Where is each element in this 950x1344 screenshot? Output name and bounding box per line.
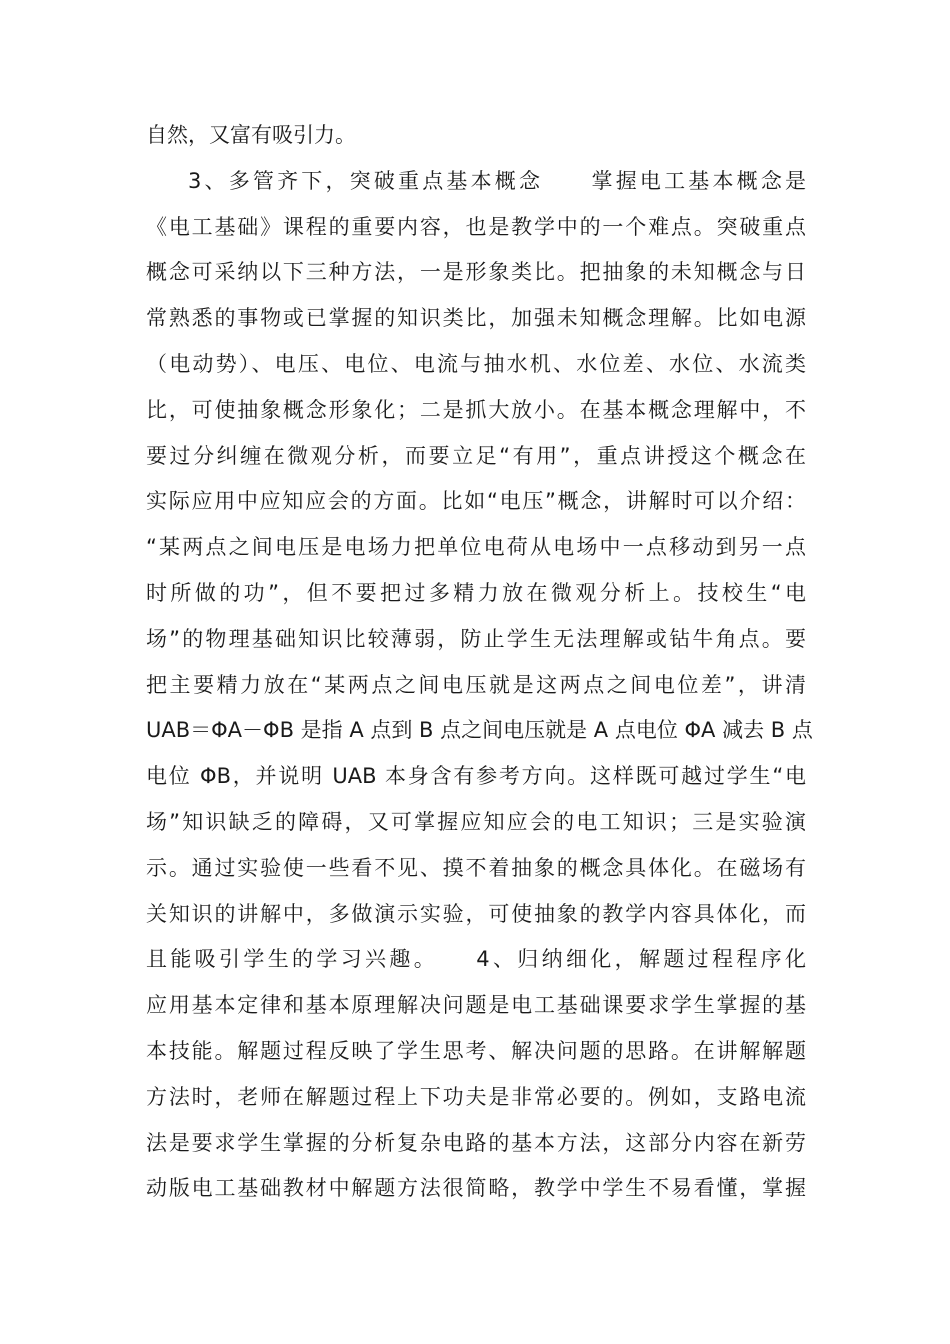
text-line: 关知识的讲解中，多做演示实验，可使抽象的教学内容具体化，而 bbox=[146, 901, 806, 926]
text-line: 实际应用中应知应会的方面。比如“电压”概念，讲解时可以介绍： bbox=[146, 489, 806, 514]
text-line: 时所做的功”，但不要把过多精力放在微观分析上。技校生“电 bbox=[146, 580, 806, 605]
text-line: 《电工基础》课程的重要内容，也是教学中的一个难点。突破重点 bbox=[146, 214, 806, 239]
text-line: 要过分纠缠在微观分析，而要立足“有用”，重点讲授这个概念在 bbox=[146, 443, 806, 468]
body-text bbox=[146, 113, 816, 1212]
text-line: 常熟悉的事物或已掌握的知识类比，加强未知概念理解。比如电源 bbox=[146, 306, 806, 331]
text-line: 比，可使抽象概念形象化；二是抓大放小。在基本概念理解中，不 bbox=[146, 397, 806, 422]
text-line: 动版电工基础教材中解题方法很简略，教学中学生不易看懂，掌握 bbox=[146, 1176, 806, 1201]
text-line: 3、多管齐下，突破重点基本概念 掌握电工基本概念是 bbox=[188, 168, 806, 193]
text-line: 自然，又富有吸引力。 bbox=[146, 123, 356, 147]
text-line: 应用基本定律和基本原理解决问题是电工基础课要求学生掌握的基 bbox=[146, 993, 806, 1018]
text-line: 且能吸引学生的学习兴趣。 4、归纳细化，解题过程程序化 bbox=[146, 947, 806, 972]
text-line: 把主要精力放在“某两点之间电压就是这两点之间电位差”，讲清 bbox=[146, 672, 806, 697]
text-line: 方法时，老师在解题过程上下功夫是非常必要的。例如，支路电流 bbox=[146, 1084, 806, 1109]
text-line: 法是要求学生掌握的分析复杂电路的基本方法，这部分内容在新劳 bbox=[146, 1130, 806, 1155]
text-line: 示。通过实验使一些看不见、摸不着抽象的概念具体化。在磁场有 bbox=[146, 855, 806, 880]
text-line: 场”知识缺乏的障碍，又可掌握应知应会的电工知识；三是实验演 bbox=[146, 809, 806, 834]
text-line: “某两点之间电压是电场力把单位电荷从电场中一点移动到另一点 bbox=[146, 535, 806, 560]
text-line: （电动势）、电压、电位、电流与抽水机、水位差、水位、水流类 bbox=[146, 351, 806, 376]
text-line: 场”的物理基础知识比较薄弱，防止学生无法理解或钻牛角点。要 bbox=[146, 626, 806, 651]
text-line: 电位 ΦB，并说明 UAB 本身含有参考方向。这样既可越过学生“电 bbox=[146, 764, 806, 789]
text-line: UAB＝ΦA－ΦB 是指 A 点到 B 点之间电压就是 A 点电位 ΦA 减去 B 点 bbox=[146, 718, 813, 743]
text-line: 概念可采纳以下三种方法，一是形象类比。把抽象的未知概念与日 bbox=[146, 260, 806, 285]
text-line: 本技能。解题过程反映了学生思考、解决问题的思路。在讲解解题 bbox=[146, 1038, 806, 1063]
